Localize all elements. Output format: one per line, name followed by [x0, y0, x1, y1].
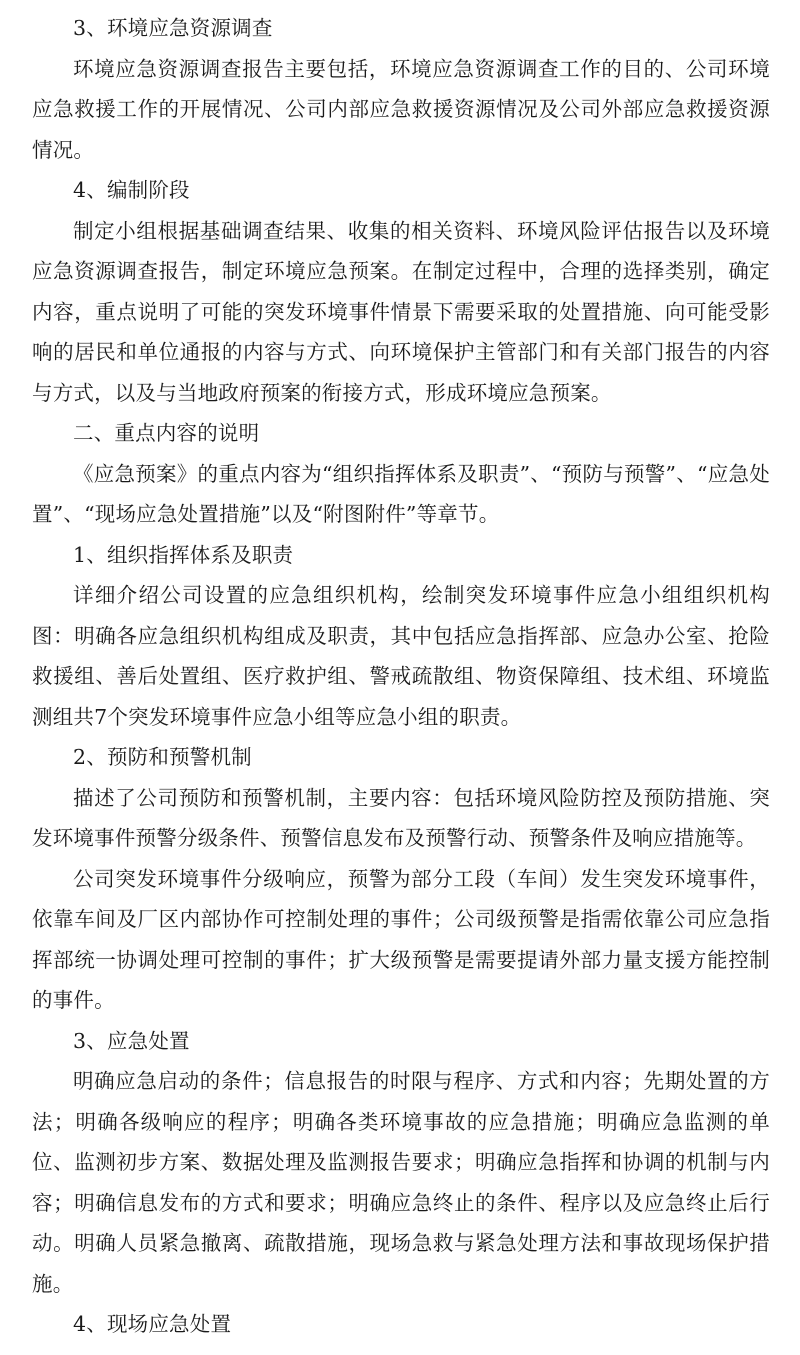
paragraph-prevention-warning-detail: 描述了公司预防和预警机制，主要内容：包括环境风险防控及预防措施、突发环境事件预警分级条件、预警信息发布及预警行动、预警条件及响应措施等。 [32, 785, 770, 850]
paragraph-compilation-stage-detail: 制定小组根据基础调查结果、收集的相关资料、环境风险评估报告以及环境应急资源调查报告，制定环境应急预案。在制定过程中，合理的选择类别，确定内容，重点说明了可能的突发环境事件情景下需要采取的处置措施、向可能受影响的居民和单位通报的内容与方式、向环境保护主管部门和有关部门报告的内容与方式，以及与当地政府预案的衔接方式，形成环境应急预案。 [32, 218, 770, 405]
paragraph-resource-survey-report: 环境应急资源调查报告主要包括，环境应急资源调查工作的目的、公司环境应急救援工作的开展情况、公司内部应急救援资源情况及公司外部应急救援资源情况。 [32, 56, 770, 162]
heading-3-emergency-disposal: 3、应急处置 [73, 1028, 190, 1053]
heading-section-two-key-content: 二、重点内容的说明 [73, 421, 260, 445]
heading-4-onsite-emergency-disposal: 4、现场应急处置 [73, 1312, 232, 1336]
paragraph-key-content-overview: 《应急预案》的重点内容为“组织指挥体系及职责”、“预防与预警”、“应急处置”、“现场应急处置措施”以及“附图附件”等章节。 [32, 461, 770, 526]
paragraph-organization-command-detail: 详细介绍公司设置的应急组织机构，绘制突发环境事件应急小组组织机构图：明确各应急组织机构组成及职责，其中包括应急指挥部、应急办公室、抢险救援组、善后处置组、医疗救护组、警戒疏散组、物资保障组、技术组、环境监测组共7个突发环境事件应急小组等应急小组的职责。 [32, 583, 770, 729]
paragraph-emergency-disposal-detail: 明确应急启动的条件；信息报告的时限与程序、方式和内容；先期处置的方法；明确各级响应的程序；明确各类环境事故的应急措施；明确应急监测的单位、监测初步方案、数据处理及监测报告要求；明确应急指挥和协调的机制与内容；明确信息发布的方式和要求；明确应急终止的条件、程序以及应急终止后行动。明确人员紧急撤离、疏散措施，现场急救与紧急处理方法和事故现场保护措施。 [32, 1069, 770, 1296]
heading-3-environmental-emergency-resource-survey: 3、环境应急资源调查 [73, 16, 273, 40]
document-body [32, 8, 770, 1345]
heading-2-prevention-and-warning-mechanism: 2、预防和预警机制 [73, 745, 252, 769]
heading-1-organization-command-system: 1、组织指挥体系及职责 [73, 542, 294, 567]
paragraph-graded-response-detail: 公司突发环境事件分级响应，预警为部分工段（车间）发生突发环境事件，依靠车间及厂区内部协作可控制处理的事件；公司级预警是指需依靠公司应急指挥部统一协调处理可控制的事件；扩大级预警是需要提请外部力量支援方能控制的事件。 [32, 866, 770, 1012]
heading-4-compilation-stage: 4、编制阶段 [73, 178, 190, 202]
